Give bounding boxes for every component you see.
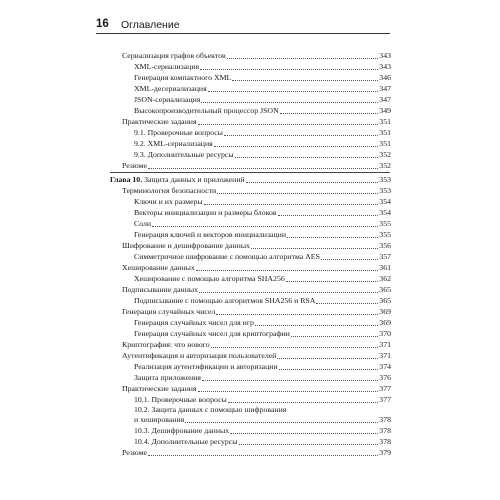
toc-entry-label: 10.4. Дополнительные ресурсы: [134, 437, 238, 446]
toc-entry-page: 347: [379, 95, 391, 104]
toc-entry-page: 379: [379, 448, 391, 457]
toc-entry[interactable]: [134, 197, 391, 207]
toc-entry-page: 347: [379, 84, 391, 93]
toc-entry-page: 352: [379, 161, 391, 170]
toc-entry-label: Соли: [134, 219, 152, 228]
toc-entry-label: XML-десериализация: [134, 84, 207, 93]
toc-entry[interactable]: [134, 95, 391, 105]
toc-entry[interactable]: [134, 296, 391, 306]
page-title: Оглавление: [121, 19, 180, 31]
toc-entry-page: 378: [379, 426, 391, 435]
toc-entry[interactable]: [122, 117, 391, 127]
toc-entry-label: Практические задания: [122, 384, 197, 393]
toc-entry-label: Высокопроизводительный процессор JSON: [134, 106, 279, 115]
toc-entry-page: 365: [379, 296, 391, 305]
toc-entry[interactable]: [122, 161, 391, 171]
toc-entry-label: Сериализация графов объектов: [122, 51, 226, 60]
toc-entry-page: 349: [379, 106, 391, 115]
toc-entry-label: Ключи и их размеры: [134, 197, 203, 206]
toc-entry-page: 361: [379, 263, 391, 272]
toc-chapter-entry[interactable]: [110, 175, 391, 185]
toc-entry[interactable]: [134, 84, 391, 94]
toc-entry-page: 351: [379, 139, 391, 148]
toc-entry-page: 351: [379, 128, 391, 137]
toc-entry-label: Генерация случайных чисел: [122, 307, 216, 316]
toc-entry-label: Генерация случайных чисел для криптографии: [134, 329, 290, 338]
toc-entry-page: 369: [379, 307, 391, 316]
toc-entry[interactable]: [134, 415, 391, 425]
toc-entry[interactable]: [134, 73, 391, 83]
toc-entry[interactable]: [134, 252, 391, 262]
toc-entry-page: 377: [379, 395, 391, 404]
toc-entry[interactable]: [134, 150, 391, 160]
toc-entry[interactable]: [122, 351, 391, 361]
toc-entry-page: 354: [379, 197, 391, 206]
toc-entry-label: Реализация аутентификации и авторизации: [134, 362, 278, 371]
toc-entry-label: Подписывание с помощью алгоритмов SHA256 и RSA: [134, 296, 316, 305]
toc-entry-page: 352: [379, 150, 391, 159]
toc-entry-page: 355: [379, 230, 391, 239]
toc-entry-page: 343: [379, 62, 391, 71]
toc-entry-label: Шифрование и дешифрование данных: [122, 241, 250, 250]
toc-entry-label: Подписывание данных: [122, 285, 199, 294]
page-number: 16: [96, 18, 109, 30]
toc-entry[interactable]: [134, 106, 391, 116]
toc-entry[interactable]: [122, 340, 391, 350]
toc-entry-page: 353: [379, 186, 391, 195]
toc-entry-label: Хеширование с помощью алгоритма SHA256: [134, 274, 285, 283]
toc-entry-page: 351: [379, 117, 391, 126]
toc-entry[interactable]: [134, 139, 391, 149]
toc-entry[interactable]: [134, 62, 391, 72]
toc-entry-page: 343: [379, 51, 391, 60]
chapter-title: Защита данных и приложений: [142, 175, 245, 184]
toc-entry-page: 371: [379, 340, 391, 349]
toc-entry-page: 353: [379, 175, 391, 184]
toc-entry[interactable]: [134, 437, 391, 447]
toc-entry-label: 9.1. Проверочные вопросы: [134, 128, 223, 137]
toc-entry-label: Практические задания: [122, 117, 197, 126]
toc-entry[interactable]: [122, 241, 391, 251]
toc-entry[interactable]: [122, 186, 391, 196]
toc-entry-label: Генерация случайных чисел для игр: [134, 318, 254, 327]
toc-entry[interactable]: [134, 318, 391, 328]
toc-entry-label: Хеширование данных: [122, 263, 195, 272]
section-divider: [110, 172, 390, 173]
toc-entry-label: Симметричное шифрование с помощью алгоритма AES: [134, 252, 320, 261]
toc-entry-page: 374: [379, 362, 391, 371]
toc-entry-label: XML-сериализация: [134, 62, 200, 71]
toc-entry-label: Защита приложения: [134, 373, 201, 382]
toc-entry-label-line1[interactable]: 10.2. Защита данных с помощью шифрования: [134, 405, 287, 414]
toc-entry[interactable]: [134, 373, 391, 383]
toc-entry[interactable]: [134, 208, 391, 218]
toc-entry-label: Криптография: что нового: [122, 340, 210, 349]
toc-entry-page: 370: [379, 329, 391, 338]
toc-entry-label: Терминология безопасности: [122, 186, 217, 195]
toc-entry-page: 356: [379, 241, 391, 250]
toc-entry-label: 10.3. Дешифрование данных: [134, 426, 230, 435]
toc-entry-label: Резюме: [122, 161, 147, 170]
toc-entry-label: Генерация ключей и векторов инициализации: [134, 230, 287, 239]
toc-entry-page: 378: [379, 437, 391, 446]
toc-entry-page: 346: [379, 73, 391, 82]
toc-entry[interactable]: [134, 128, 391, 138]
toc-entry-label: 9.2. XML-сериализация: [134, 139, 213, 148]
toc-entry[interactable]: [134, 329, 391, 339]
toc-entry-page: 369: [379, 318, 391, 327]
toc-entry[interactable]: [134, 230, 391, 240]
toc-entry[interactable]: [134, 274, 391, 284]
toc-entry-label: JSON-сериализация: [134, 95, 201, 104]
toc-entry[interactable]: [122, 263, 391, 273]
toc-entry[interactable]: [122, 51, 391, 61]
toc-entry[interactable]: [134, 426, 391, 436]
toc-entry-label: 9.3. Дополнительные ресурсы: [134, 150, 234, 159]
toc-entry-page: 362: [379, 274, 391, 283]
toc-entry-label: Аутентификация и авторизация пользователей: [122, 351, 277, 360]
toc-entry-page: 354: [379, 208, 391, 217]
toc-entry-label: Векторы инициализации и размеры блоков: [134, 208, 277, 217]
toc-entry[interactable]: [134, 219, 391, 229]
toc-entry[interactable]: [122, 384, 391, 394]
toc-entry-label: и хеширования: [134, 415, 185, 424]
toc-entry-page: 365: [379, 285, 391, 294]
toc-entry[interactable]: [134, 362, 391, 372]
toc-entry[interactable]: [134, 395, 391, 405]
toc-entry-page: 377: [379, 384, 391, 393]
toc-entry-page: 355: [379, 219, 391, 228]
toc-entry-label: 10.1. Проверочные вопросы: [134, 395, 227, 404]
toc-entry-page: 376: [379, 373, 391, 382]
toc-entry-page: 378: [379, 415, 391, 424]
toc-entry-label: Генерация компактного XML: [134, 73, 232, 82]
toc-entry[interactable]: [122, 307, 391, 317]
toc-entry[interactable]: [122, 285, 391, 295]
toc-entry-page: 371: [379, 351, 391, 360]
toc-entry-label: Резюме: [122, 448, 147, 457]
chapter-number: Глава 10.: [110, 175, 143, 184]
toc-entry[interactable]: [122, 448, 391, 458]
toc-entry-page: 357: [379, 252, 391, 261]
